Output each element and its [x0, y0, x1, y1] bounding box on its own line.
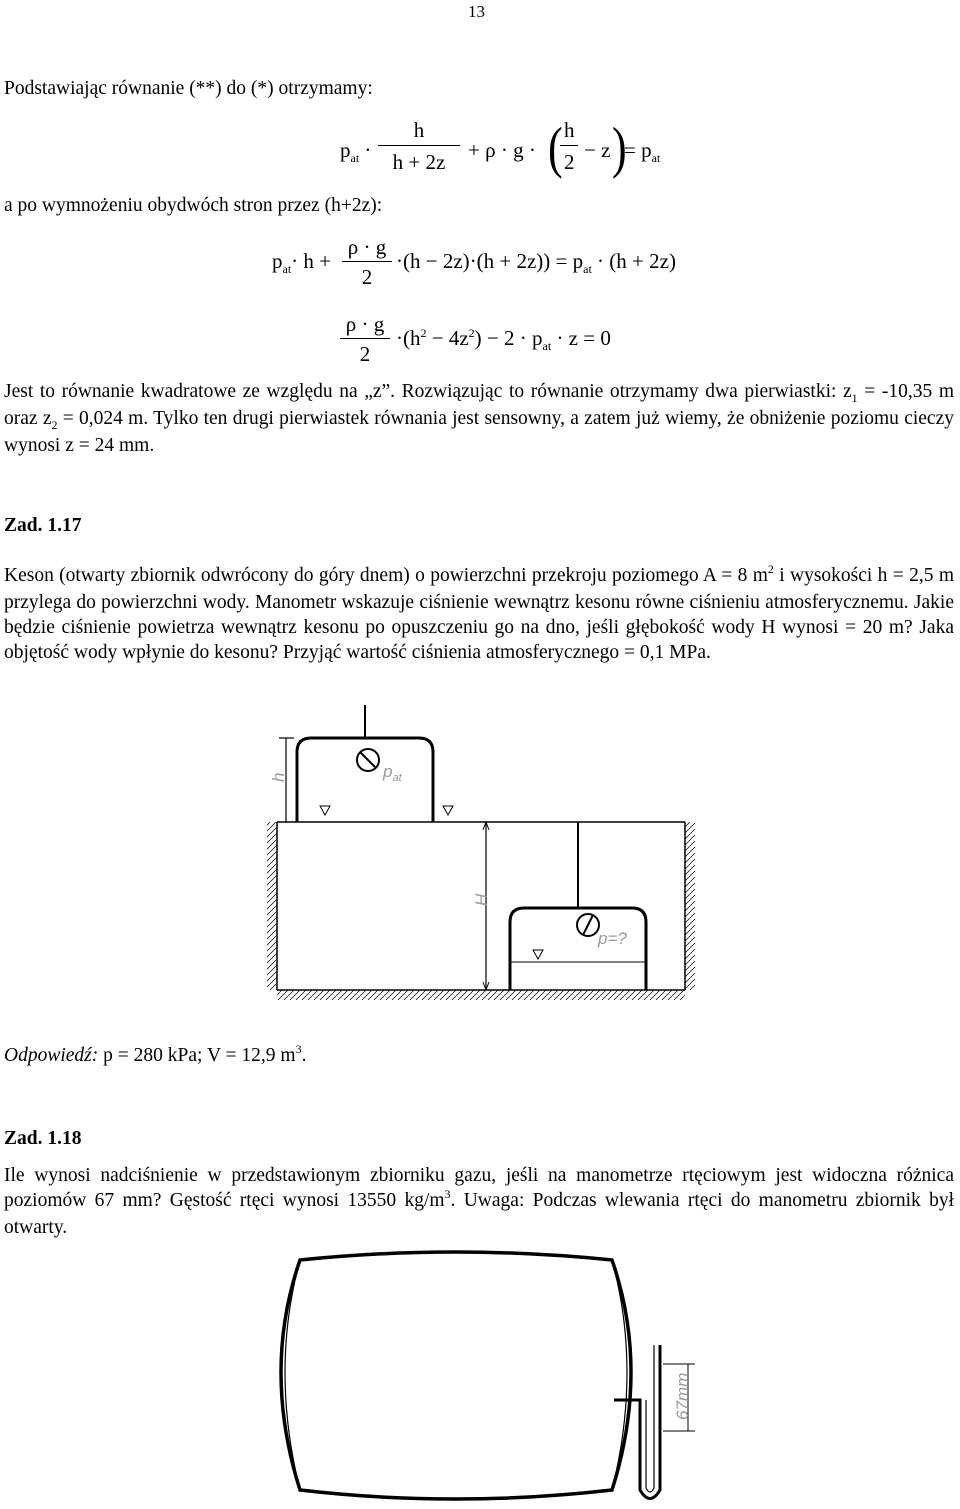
page-number: 13 [468, 2, 485, 21]
zad-118-title: Zad. 1.18 [4, 1128, 82, 1149]
gas-tank-figure [0, 1250, 960, 1509]
equation-1: $p_{at}$ · h h + 2z + ρ · g · ( h 2 − z ) = $p_{at}$ [340, 115, 661, 180]
zad-118-text: Ile wynosi nadciśnienie w przedstawionym zbiorniku gazu, jeśli na manometrze rtęciowym jest widoczna różnica poziomów 67 mm? Gęstość rtęci wynosi 13550 $kg/m^3$. Uwaga: Podczas wlewania rtęci do manometru zbiornik był otwarty. [4, 1165, 954, 1238]
after-mult-text: a po wymnożeniu obydwóch stron przez (h+2z): [4, 195, 383, 216]
zad-117-text: Keson (otwarty zbiornik odwrócony do góry dnem) o powierzchni przekroju poziomego A = 8 $m^2$ i wysokości h = 2,5 m przylega do powierzchni wody. Manometr wskazuje ciśnienie wewnątrz kesonu równe ciśnieniu atmosferycznemu. Jakie będzie ciśnienie powietrza wewnątrz kesonu po opuszczeniu go na dno, jeśli głębokość wody H wynosi = 20 m? Jaka objętość wody wpłynie do kesonu? Przyjąć wartość ciśnienia atmosferycznego = 0,1 MPa. [4, 562, 955, 663]
intro-text: Podstawiając równanie (**) do (*) otrzymamy: [4, 78, 373, 99]
answer-text: Odpowiedź: p = 280 kPa; V = 12,9 $m^3$. [4, 1042, 307, 1066]
label-H: H [472, 893, 491, 906]
zad-117-title: Zad. 1.17 [4, 515, 82, 536]
label-h: h [269, 772, 288, 782]
solution-paragraph: Jest to równanie kwadratowe ze względu na „z”. Rozwiązując to równanie otrzymamy dwa pierwiastki: $z_1 = -10,35$ m oraz $z_2 = 0,024$ m. Tylko ten drugi pierwiastek równania jest sensowny, a zatem już wiemy, że obniżenie poziomu cieczy wynosi z = 24 mm. [4, 381, 954, 456]
label-pat: $p_{at}$ [383, 762, 402, 784]
equation-3: ρ · g 2 $\cdot(h^2 - 4z^2) - 2 \cdot p_{at} \cdot z = 0$ [340, 312, 660, 372]
label-67mm: 67mm [673, 1372, 692, 1420]
label-p-unknown: p=? [598, 929, 627, 948]
equation-2: $p_{at}\cdot h$ + ρ · g 2 $\cdot(h - 2z)\cdot(h + 2z)) = p_{at} \cdot (h + 2z)$ [272, 235, 676, 289]
